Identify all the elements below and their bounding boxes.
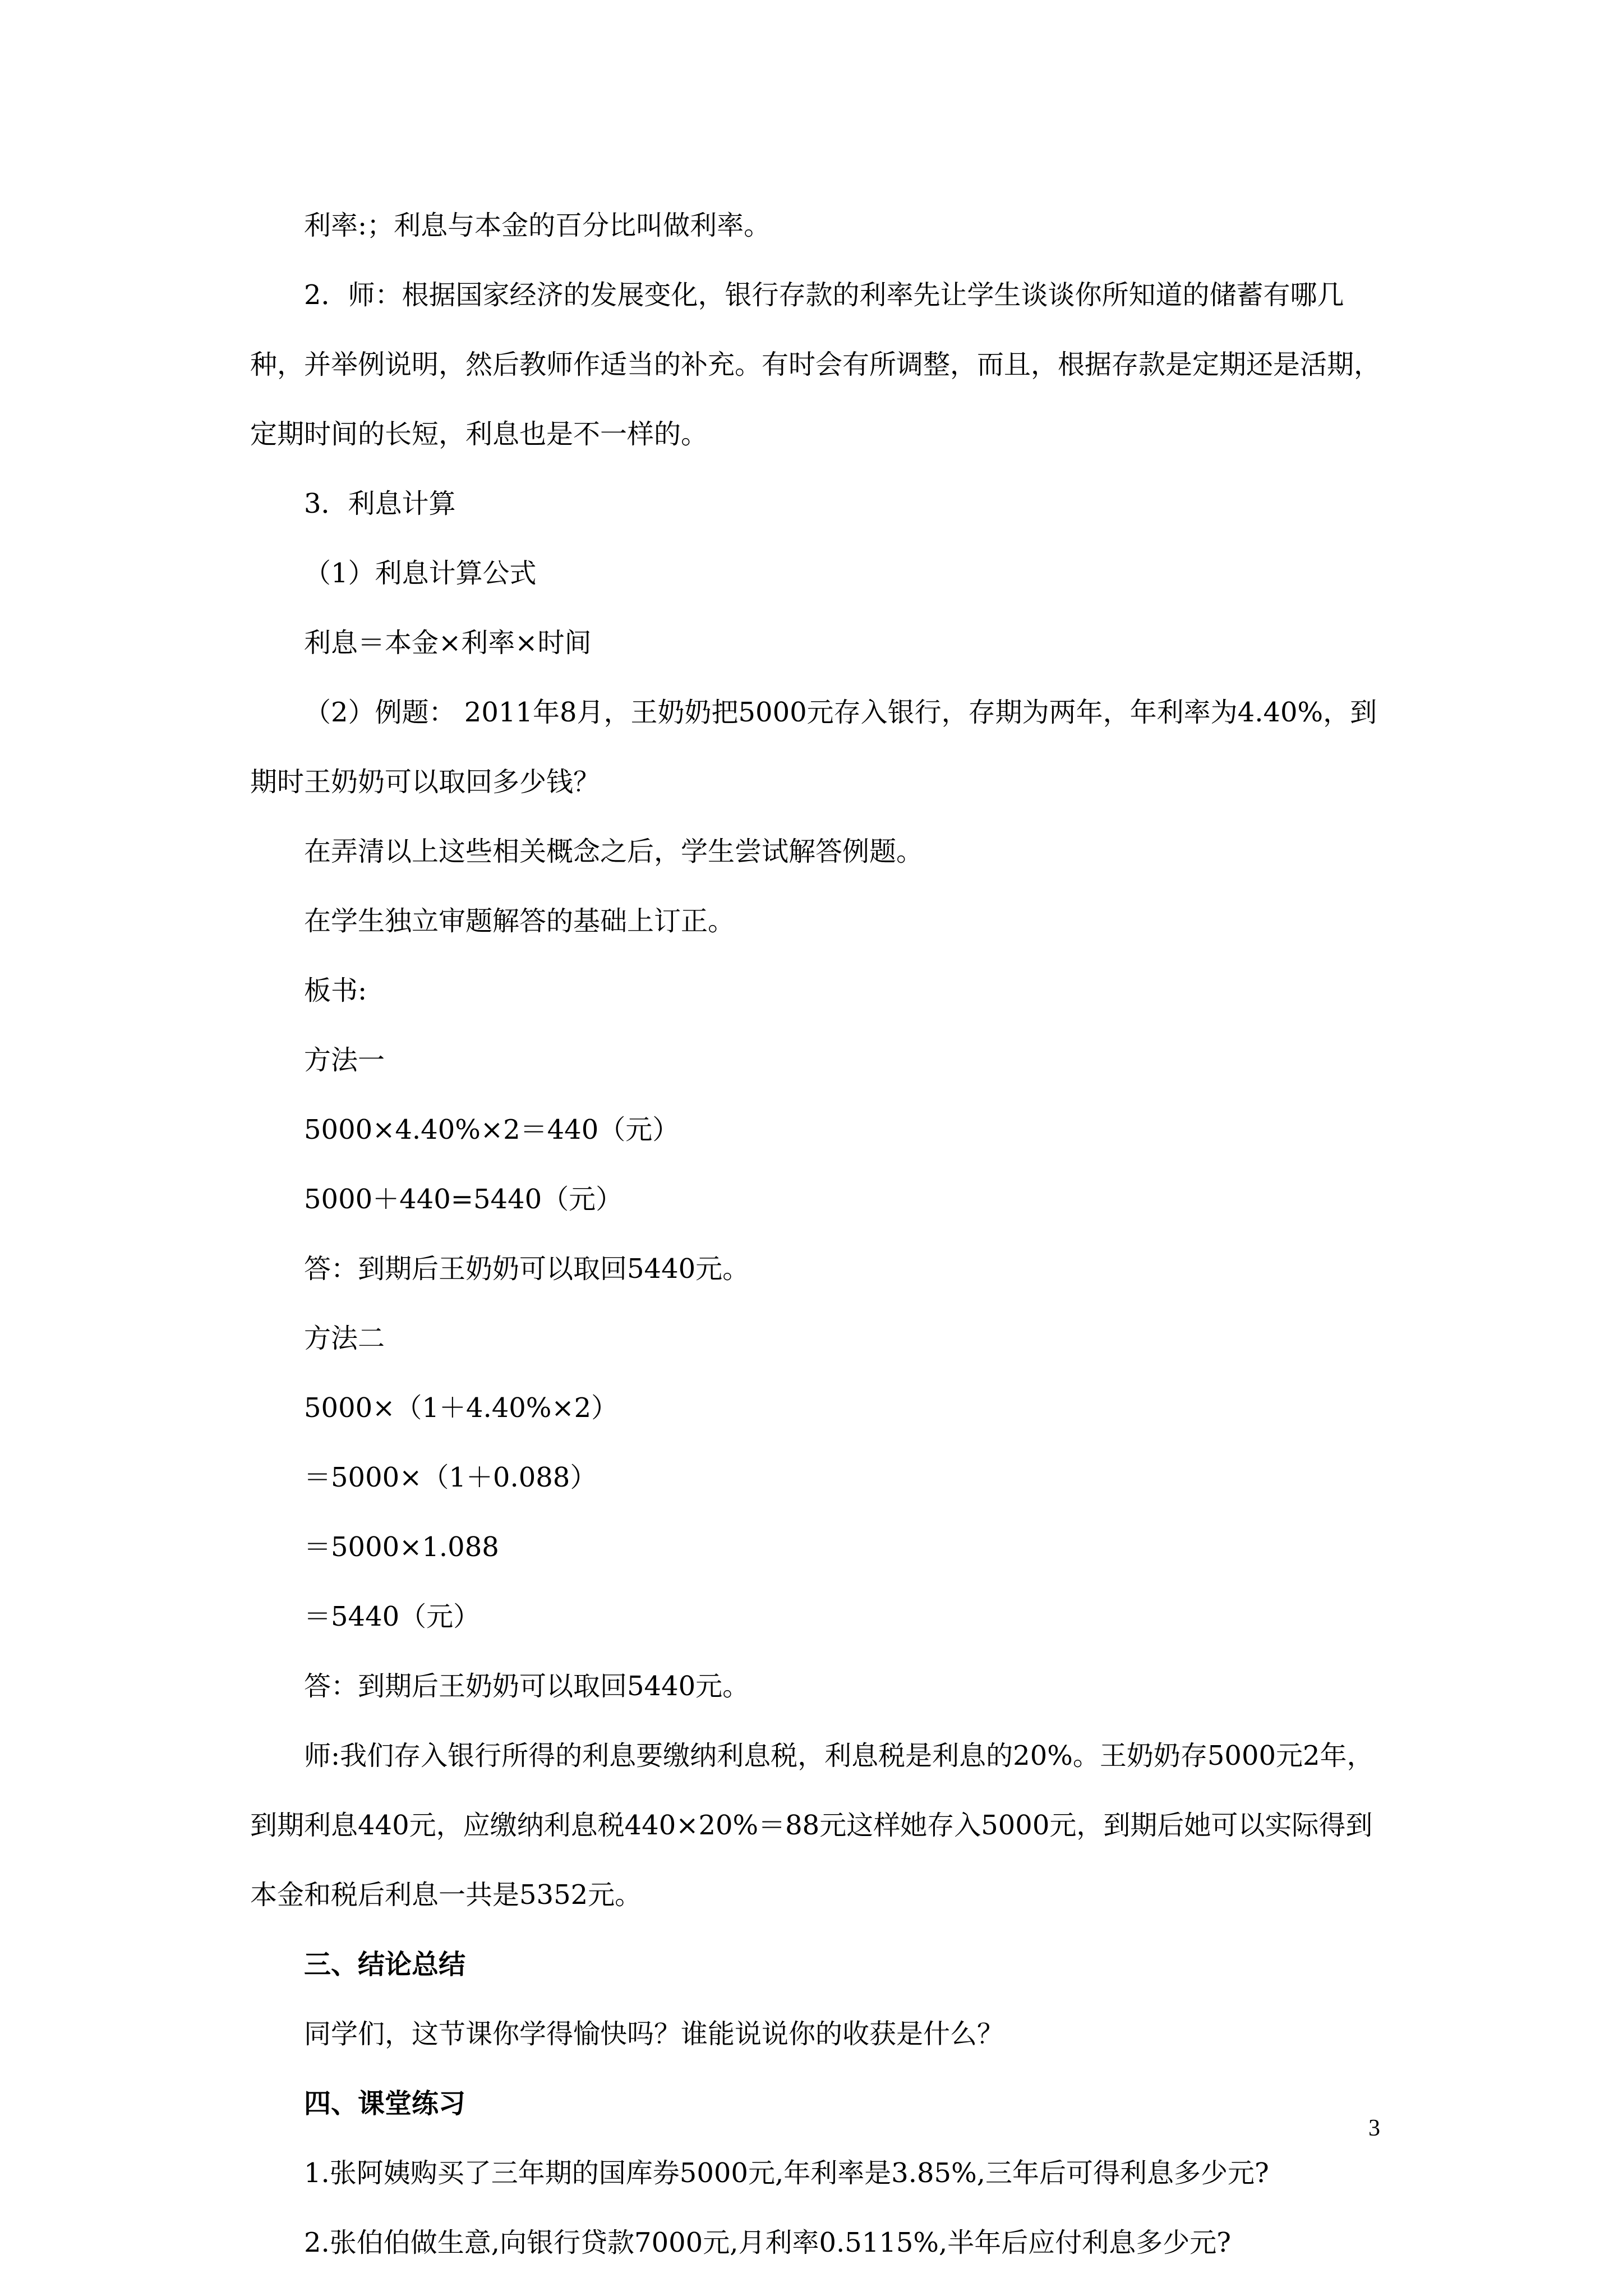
method-two-title: 方法二 <box>304 1323 385 1354</box>
method-one-step-2: 5000＋440=5440（元） <box>304 1184 623 1215</box>
paragraph-interest-tax: 师:我们存入银行所得的利息要缴纳利息税，利息税是利息的20%。王奶奶存5000元2年，到期利息440元，应缴纳利息税440×20%＝88元这样她存入5000元，到期后她可以实际得到本金和税后利息一共是5352元。 <box>250 1740 1374 1911</box>
method-two-step-2: ＝5000×（1＋0.088） <box>304 1462 597 1493</box>
method-two-step-1: 5000×（1＋4.40%×2） <box>304 1392 619 1424</box>
practice-question-1: 1.张阿姨购买了三年期的国库券5000元,年利率是3.85%,三年后可得利息多少元? <box>304 2157 1269 2189</box>
paragraph-students-attempt: 在弄清以上这些相关概念之后，学生尝试解答例题。 <box>304 836 924 867</box>
method-two-step-4: ＝5440（元） <box>304 1601 481 1632</box>
document-body <box>250 191 1383 2277</box>
section-heading-conclusion: 三、结论总结 <box>304 1949 466 1980</box>
paragraph-correction: 在学生独立审题解答的基础上订正。 <box>304 905 735 937</box>
interest-formula: 利息＝本金×利率×时间 <box>304 627 592 659</box>
paragraph-teacher-savings-types: 2．师：根据国家经济的发展变化，银行存款的利率先让学生谈谈你所知道的储蓄有哪几种，并举例说明，然后教师作适当的补充。有时会有所调整，而且，根据存款是定期还是活期，定期时间的长短，利息也是不一样的。 <box>250 279 1381 450</box>
example-problem: （2）例题： 2011年8月，王奶奶把5000元存入银行，存期为两年，年利率为4.40%，到期时王奶奶可以取回多少钱？ <box>250 697 1377 798</box>
subheading-interest-formula: （1）利息计算公式 <box>304 558 537 589</box>
board-writing-label: 板书: <box>304 975 367 1006</box>
method-two-answer: 答：到期后王奶奶可以取回5440元。 <box>304 1671 750 1702</box>
paragraph-conclusion-question: 同学们，这节课你学得愉快吗？谁能说说你的收获是什么？ <box>304 2018 1004 2050</box>
page-number: 3 <box>1368 2115 1380 2141</box>
method-two-step-3: ＝5000×1.088 <box>304 1531 499 1563</box>
method-one-title: 方法一 <box>304 1045 385 1076</box>
heading-interest-calculation: 3．利息计算 <box>304 488 456 519</box>
practice-question-2: 2.张伯伯做生意,向银行贷款7000元,月利率0.5115%,半年后应付利息多少元? <box>304 2227 1232 2258</box>
method-one-step-1: 5000×4.40%×2＝440（元） <box>304 1114 680 1145</box>
paragraph-interest-rate-definition: 利率:；利息与本金的百分比叫做利率。 <box>304 210 771 241</box>
method-one-answer: 答：到期后王奶奶可以取回5440元。 <box>304 1253 750 1285</box>
section-heading-practice: 四、课堂练习 <box>304 2088 466 2119</box>
